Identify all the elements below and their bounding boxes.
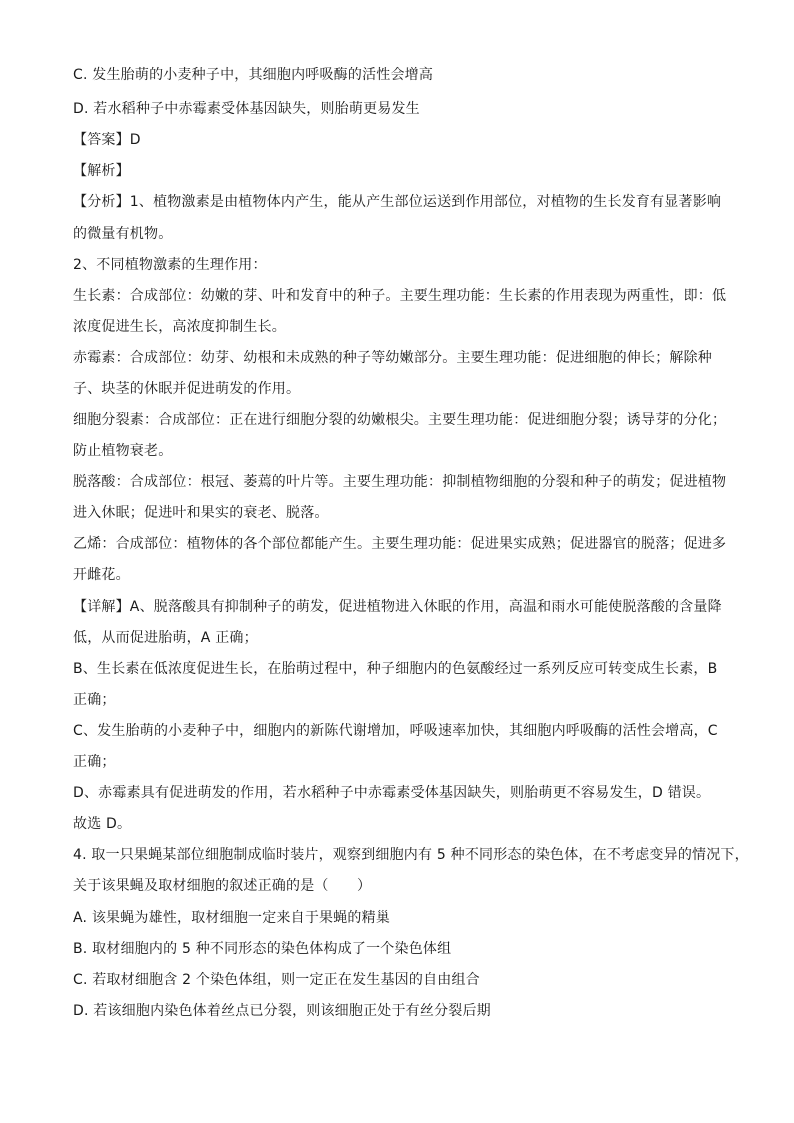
hormone-ethylene: 乙烯：合成部位：植物体的各个部位都能产生。主要生理功能：促进果实成熟；促进器官的脱落；促进多 xyxy=(73,536,727,552)
hormone-auxin: 生长素：合成部位：幼嫩的芽、叶和发育中的种子。主要生理功能：生长素的作用表现为两重性，即：低 xyxy=(73,288,727,304)
hormone-abscisic-acid: 脱落酸：合成部位：根冠、萎蔫的叶片等。主要生理功能：抑制植物细胞的分裂和种子的萌发；促进植物 xyxy=(73,474,727,490)
hormone-gibberellin: 子、块茎的休眠并促进萌发的作用。 xyxy=(73,381,301,397)
detail-paragraph: B、生长素在低浓度促进生长，在胎萌过程中，种子细胞内的色氨酸经过一系列反应可转变成生长素，B xyxy=(73,661,718,677)
question-stem: 4. 取一只果蝇某部位细胞制成临时装片，观察到细胞内有 5 种不同形态的染色体，在不考虑变异的情况下， xyxy=(73,847,749,863)
conclusion-text: 故选 D。 xyxy=(73,816,132,832)
question-option-a: A. 该果蝇为雄性，取材细胞一定来自于果蝇的精巢 xyxy=(73,910,391,926)
detail-paragraph: D、赤霉素具有促进萌发的作用，若水稻种子中赤霉素受体基因缺失，则胎萌更不容易发生，D 错误。 xyxy=(73,785,711,801)
question-stem: 关于该果蝇及取材细胞的叙述正确的是（ ） xyxy=(73,878,372,894)
analysis-paragraph: 的微量有机物。 xyxy=(73,226,173,242)
hormone-cytokinin: 防止植物衰老。 xyxy=(73,443,173,459)
detail-paragraph: 低，从而促进胎萌，A 正确； xyxy=(73,630,258,646)
question-option-c: C. 若取材细胞含 2 个染色体组，则一定正在发生基因的自由组合 xyxy=(73,972,480,988)
question-option-b: B. 取材细胞内的 5 种不同形态的染色体构成了一个染色体组 xyxy=(73,941,452,957)
option-c-text: C. 发生胎萌的小麦种子中，其细胞内呼吸酶的活性会增高 xyxy=(73,67,434,83)
answer-label: 【答案】D xyxy=(73,132,141,148)
detail-paragraph: 正确； xyxy=(73,692,116,708)
hormone-ethylene: 开雌花。 xyxy=(73,567,130,583)
question-option-d: D. 若该细胞内染色体着丝点已分裂，则该细胞正处于有丝分裂后期 xyxy=(73,1003,491,1019)
hormone-cytokinin: 细胞分裂素：合成部位：正在进行细胞分裂的幼嫩根尖。主要生理功能：促进细胞分裂；诱导芽的分化； xyxy=(73,412,727,428)
analysis-paragraph: 【分析】1、植物激素是由植物体内产生，能从产生部位运送到作用部位，对植物的生长发育有显著影响 xyxy=(73,194,722,210)
detail-paragraph: 【详解】A、脱落酸具有抑制种子的萌发，促进植物进入休眠的作用，高温和雨水可能使脱落酸的含量降 xyxy=(73,599,722,615)
hormone-abscisic-acid: 进入休眠；促进叶和果实的衰老、脱落。 xyxy=(73,505,329,521)
hormone-gibberellin: 赤霉素：合成部位：幼芽、幼根和未成熟的种子等幼嫩部分。主要生理功能：促进细胞的伸长；解除种 xyxy=(73,350,712,366)
hormone-auxin: 浓度促进生长，高浓度抑制生长。 xyxy=(73,319,286,335)
analysis-paragraph: 2、不同植物激素的生理作用： xyxy=(73,257,267,273)
option-d-text: D. 若水稻种子中赤霉素受体基因缺失，则胎萌更易发生 xyxy=(73,101,420,117)
detail-paragraph: C、发生胎萌的小麦种子中，细胞内的新陈代谢增加，呼吸速率加快，其细胞内呼吸酶的活性会增高，C xyxy=(73,723,718,739)
analysis-heading: 【解析】 xyxy=(73,163,130,179)
detail-paragraph: 正确； xyxy=(73,754,116,770)
